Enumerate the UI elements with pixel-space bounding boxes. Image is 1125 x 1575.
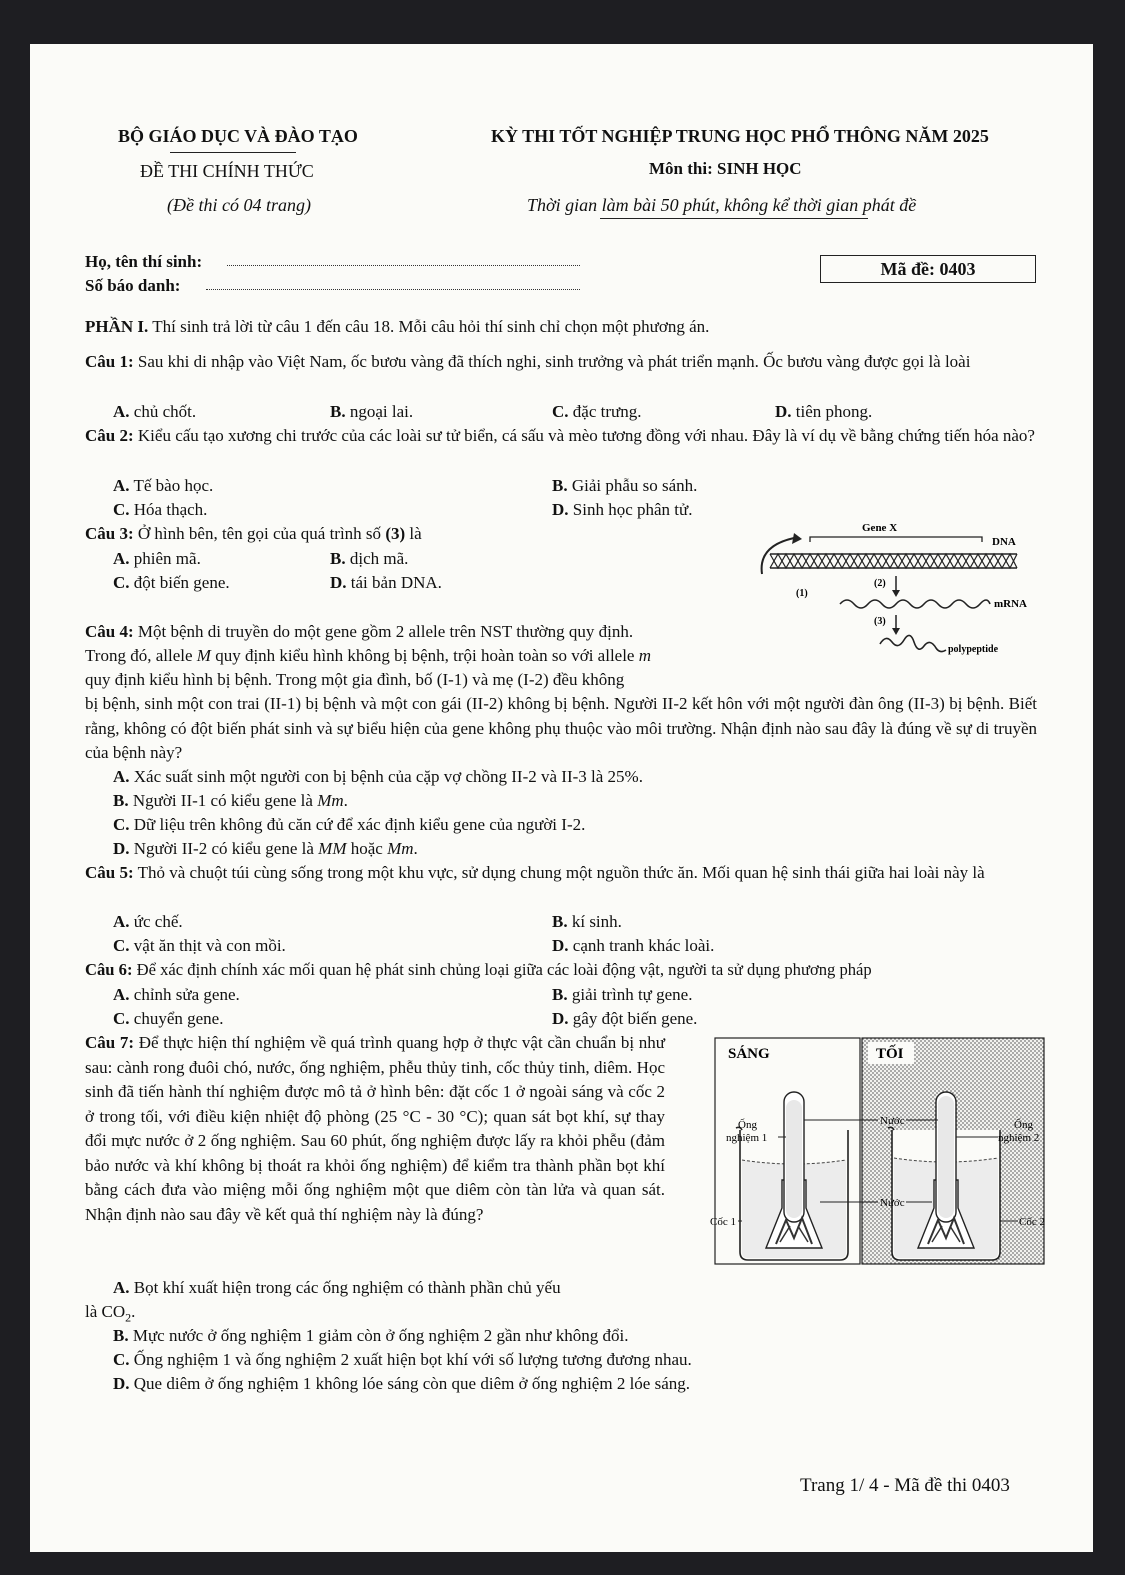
q3-option-c[interactable] — [113, 571, 230, 595]
step-1-label: (1) — [796, 588, 808, 599]
option-text-end: . — [343, 791, 348, 810]
option-text: dịch mã. — [349, 549, 409, 568]
header-underline-left — [170, 152, 296, 153]
translation-arrowhead — [892, 628, 900, 635]
q4-label: Câu 4: — [85, 622, 134, 641]
q3-option-d[interactable] — [330, 571, 442, 595]
genotype-text: MM — [318, 839, 347, 858]
option-letter: D. — [113, 1374, 130, 1393]
polypeptide-chain — [880, 635, 946, 651]
option-letter: D. — [552, 1009, 569, 1028]
candidate-name-line[interactable] — [227, 265, 580, 266]
official-label: ĐỀ THI CHÍNH THỨC — [140, 161, 314, 181]
q3-option-a[interactable] — [113, 547, 201, 571]
option-text: Dữ liệu trên không đủ căn cứ để xác định kiểu gene của người I-2. — [133, 815, 586, 834]
q1-text: Sau khi di nhập vào Việt Nam, ốc bươu vàng đã thích nghi, sinh trưởng và phát triển mạnh. Ốc bươu vàng được gọi là loài — [133, 352, 971, 371]
q4-option-b[interactable] — [113, 789, 348, 813]
option-text: Người II-2 có kiểu gene là — [133, 839, 319, 858]
option-text: gây đột biến gene. — [572, 1009, 698, 1028]
option-letter: C. — [113, 500, 130, 519]
part1-instruction — [85, 315, 709, 339]
exam-code-box: Mã đề: 0403 — [820, 255, 1036, 283]
option-text: Sinh học phân tử. — [572, 500, 693, 519]
q6-option-a[interactable] — [113, 983, 240, 1007]
option-letter: C. — [113, 1009, 130, 1028]
option-letter: C. — [552, 402, 569, 421]
q1-option-c[interactable] — [552, 400, 641, 424]
candidate-name-label: Họ, tên thí sinh: — [85, 252, 203, 271]
q5-option-a[interactable] — [113, 910, 183, 934]
gene-bracket — [810, 537, 982, 542]
q2-option-a[interactable] — [113, 474, 213, 498]
question-4-line3: quy định kiểu hình bị bệnh. Trong một gia đình, bố (I-1) và mẹ (I-2) đều không — [85, 670, 625, 689]
option-text: Bọt khí xuất hiện trong các ống nghiệm có thành phần chủ yếu — [133, 1278, 561, 1297]
q4-allele-M: M — [196, 646, 211, 665]
q2-option-d[interactable] — [552, 498, 693, 522]
option-text: ức chế. — [133, 912, 183, 931]
option-letter: B. — [330, 402, 346, 421]
page-footer: Trang 1/ 4 - Mã đề thi 0403 — [800, 1475, 1010, 1496]
q7-option-b[interactable] — [113, 1324, 628, 1348]
replication-arrowhead — [792, 533, 802, 544]
option-text: Xác suất sinh một người con bị bệnh của cặp vợ chồng II-2 và II-3 là 25%. — [133, 767, 643, 786]
exam-title: KỲ THI TỐT NGHIỆP TRUNG HỌC PHỔ THÔNG NĂM 2025 — [491, 126, 989, 146]
option-letter: A. — [113, 985, 130, 1004]
q5-option-c[interactable] — [113, 934, 286, 958]
q2-label: Câu 2: — [85, 426, 134, 445]
option-text: Que diêm ở ống nghiệm 1 không lóe sáng còn que diêm ở ống nghiệm 2 lóe sáng. — [133, 1374, 690, 1393]
question-4-line2 — [85, 644, 651, 668]
question-4-line1 — [85, 620, 633, 644]
q7-text: Để thực hiện thí nghiệm về quá trình quang hợp ở thực vật cần chuẩn bị như sau: cành rong đuôi chó, nước, ống nghiệm, phễu thủy tinh, cốc thủy tinh, diêm. Học sinh đã tiến hành thí nghiệm được mô tả ở hình bên: đặt cốc 1 ở ngoài sáng và cốc 2 ở trong tối, với điều kiện nhiệt độ phòng (25 °C - 30 °C); quan sát bọt khí, sự thay đổi mực nước ở 2 ống nghiệm. Sau 60 phút, ống nghiệm được lấy ra khỏi phễu (đảm bảo nước và khí không bị thoát ra khỏi ống nghiệm) để kiểm tra thành phần bọt khí bằng cách đưa vào miệng mỗi ống nghiệm một que diêm còn tàn lửa và quan sát. Nhận định nào sau đây về kết quả thí nghiệm này là đúng? — [85, 1033, 665, 1224]
tube-1-label-b: nghiệm 1 — [726, 1132, 768, 1144]
option-text: Mực nước ở ống nghiệm 1 giảm còn ở ống nghiệm 2 gần như không đổi. — [132, 1326, 629, 1345]
dna-label: DNA — [992, 536, 1016, 548]
question-1 — [85, 350, 1037, 375]
step-2-label: (2) — [874, 578, 886, 589]
option-text: tiên phong. — [795, 402, 873, 421]
dark-label: TỐI — [876, 1046, 904, 1062]
option-text: Ống nghiệm 1 và ống nghiệm 2 xuất hiện bọt khí với số lượng tương đương nhau. — [133, 1350, 692, 1369]
q3-tail: là — [405, 524, 422, 543]
candidate-id-line[interactable] — [206, 289, 580, 290]
q3-option-b[interactable] — [330, 547, 408, 571]
q4-option-a[interactable] — [113, 765, 643, 789]
option-letter: C. — [113, 815, 130, 834]
option-text-end: . — [131, 1302, 136, 1321]
transcription-arrowhead — [892, 590, 900, 597]
option-text: đột biến gene. — [133, 573, 230, 592]
q3-number: (3) — [385, 524, 406, 543]
option-text-mid: hoặc — [346, 839, 388, 858]
option-letter: B. — [330, 549, 346, 568]
exam-time: Thời gian làm bài 50 phút, không kể thời gian phát đề — [527, 195, 917, 215]
option-text: chủ chốt. — [133, 402, 197, 421]
option-text: phiên mã. — [133, 549, 201, 568]
subject-label: Môn thi: SINH HỌC — [649, 159, 802, 178]
q4-line2a: Trong đó, allele — [85, 646, 197, 665]
dna-double-helix — [770, 554, 1017, 568]
option-text: tái bản DNA. — [350, 573, 442, 592]
q2-option-c[interactable] — [113, 498, 207, 522]
q6-label: Câu 6: — [85, 960, 133, 979]
option-letter: A. — [113, 549, 130, 568]
q6-option-d[interactable] — [552, 1007, 697, 1031]
genotype-text: Mm — [317, 791, 344, 810]
option-letter: D. — [775, 402, 792, 421]
option-letter: B. — [113, 791, 129, 810]
option-text: chỉnh sửa gene. — [133, 985, 240, 1004]
ministry-name: BỘ GIÁO DỤC VÀ ĐÀO TẠO — [118, 126, 358, 146]
q5-option-d[interactable] — [552, 934, 714, 958]
option-letter: C. — [113, 936, 130, 955]
subscript: 2 — [125, 1310, 132, 1325]
question-3 — [85, 522, 422, 546]
q6-option-b[interactable] — [552, 983, 692, 1007]
option-text: Giải phẫu so sánh. — [571, 476, 698, 495]
option-letter: B. — [552, 912, 568, 931]
gene-x-label: Gene X — [862, 522, 898, 534]
q4-line1: Một bệnh di truyền do một gene gồm 2 allele trên NST thường quy định. — [133, 622, 634, 641]
option-letter: D. — [330, 573, 347, 592]
q4-option-d[interactable] — [113, 837, 418, 861]
q5-label: Câu 5: — [85, 863, 134, 882]
option-text: Người II-1 có kiểu gene là — [132, 791, 318, 810]
q2-text: Kiểu cấu tạo xương chi trước của các loài sư tử biển, cá sấu và mèo tương đồng với nhau. Đây là ví dụ về bằng chứng tiến hóa nào? — [133, 426, 1035, 445]
step-3-label: (3) — [874, 616, 886, 627]
q5-text: Thỏ và chuột túi cùng sống trong một khu vực, sử dụng chung một nguồn thức ăn. Mối quan hệ sinh thái giữa hai loài này là — [133, 863, 985, 882]
option-text: ngoại lai. — [349, 402, 414, 421]
q4-allele-m: m — [638, 646, 652, 665]
photosynthesis-experiment-diagram — [670, 1030, 1055, 1270]
option-letter: D. — [552, 500, 569, 519]
option-text: giải trình tự gene. — [571, 985, 693, 1004]
q4-line2b: quy định kiểu hình không bị bệnh, trội hoàn toàn so với allele — [210, 646, 639, 665]
option-letter: A. — [113, 1278, 130, 1297]
option-letter: C. — [113, 1350, 130, 1369]
tube-1-label-a: Ống — [738, 1119, 757, 1131]
option-text-end: . — [413, 839, 418, 858]
part1-text: Thí sinh trả lời từ câu 1 đến câu 18. Mỗi câu hỏi thí sinh chỉ chọn một phương án. — [148, 317, 710, 336]
question-2 — [85, 424, 1037, 449]
light-label: SÁNG — [728, 1046, 770, 1062]
option-letter: D. — [113, 839, 130, 858]
option-text: cạnh tranh khác loài. — [572, 936, 715, 955]
cup-1-label: Cốc 1 — [710, 1216, 736, 1228]
gene-expression-diagram — [752, 516, 1052, 666]
q1-label: Câu 1: — [85, 352, 134, 371]
option-letter: A. — [113, 476, 130, 495]
header-underline-right — [600, 218, 868, 219]
option-letter: A. — [113, 912, 130, 931]
q4-option-c[interactable] — [113, 813, 585, 837]
option-text: Hóa thạch. — [133, 500, 208, 519]
option-text: vật ăn thịt và con mồi. — [133, 936, 286, 955]
option-letter: A. — [113, 767, 130, 786]
option-text: đặc trưng. — [572, 402, 642, 421]
question-5 — [85, 861, 1037, 886]
option-letter: B. — [113, 1326, 129, 1345]
part1-label: PHẦN I. — [85, 317, 149, 336]
q5-option-b[interactable] — [552, 910, 622, 934]
mrna-strand — [840, 600, 990, 608]
polypeptide-label: polypeptide — [948, 644, 999, 655]
q6-option-c[interactable] — [113, 1007, 223, 1031]
q7-option-d[interactable] — [113, 1372, 690, 1396]
q3-label: Câu 3: — [85, 524, 134, 543]
question-6 — [85, 958, 872, 982]
option-text: kí sinh. — [571, 912, 622, 931]
tube-2-label-a: Ống — [1014, 1119, 1033, 1131]
q1-option-a[interactable] — [113, 400, 196, 424]
option-letter: C. — [113, 573, 130, 592]
pages-note: (Đề thi có 04 trang) — [167, 195, 311, 215]
question-4-rest: bị bệnh, sinh một con trai (II-1) bị bệnh và một con gái (II-2) không bị bệnh. Người II-2 kết hôn với một người đàn ông (II-3) bị bệnh. Biết rằng, không có đột biến phát sinh và sự biểu hiện của gene không phụ thuộc vào môi trường. Nhận định nào sau đây là đúng về sự di truyền của bệnh này? — [85, 694, 1037, 762]
q7-option-c[interactable] — [113, 1348, 692, 1372]
genotype-text: Mm — [387, 839, 414, 858]
q7-option-a[interactable] — [113, 1276, 561, 1300]
q1-option-b[interactable] — [330, 400, 413, 424]
q1-option-d[interactable] — [775, 400, 872, 424]
mrna-label: mRNA — [994, 598, 1027, 610]
tube-2-label-b: nghiệm 2 — [998, 1132, 1040, 1144]
option-text: Tế bào học. — [133, 476, 214, 495]
question-7 — [85, 1031, 665, 1227]
cup-2-label: Cốc 2 — [1019, 1216, 1045, 1228]
option-letter: B. — [552, 476, 568, 495]
exam-page — [30, 44, 1093, 1552]
candidate-id-label: Số báo danh: — [85, 276, 181, 295]
option-letter: D. — [552, 936, 569, 955]
q2-option-b[interactable] — [552, 474, 697, 498]
option-letter: A. — [113, 402, 130, 421]
water-mid-label: Nước — [880, 1197, 905, 1209]
option-letter: B. — [552, 985, 568, 1004]
q3-text: Ở hình bên, tên gọi của quá trình số — [133, 524, 386, 543]
q6-text: Để xác định chính xác mối quan hệ phát sinh chủng loại giữa các loài động vật, người ta sử dụng phương pháp — [132, 960, 872, 979]
option-text: là CO — [85, 1302, 126, 1321]
option-text: chuyển gene. — [133, 1009, 224, 1028]
water-top-label: Nước — [880, 1115, 905, 1127]
q7-label: Câu 7: — [85, 1033, 135, 1052]
